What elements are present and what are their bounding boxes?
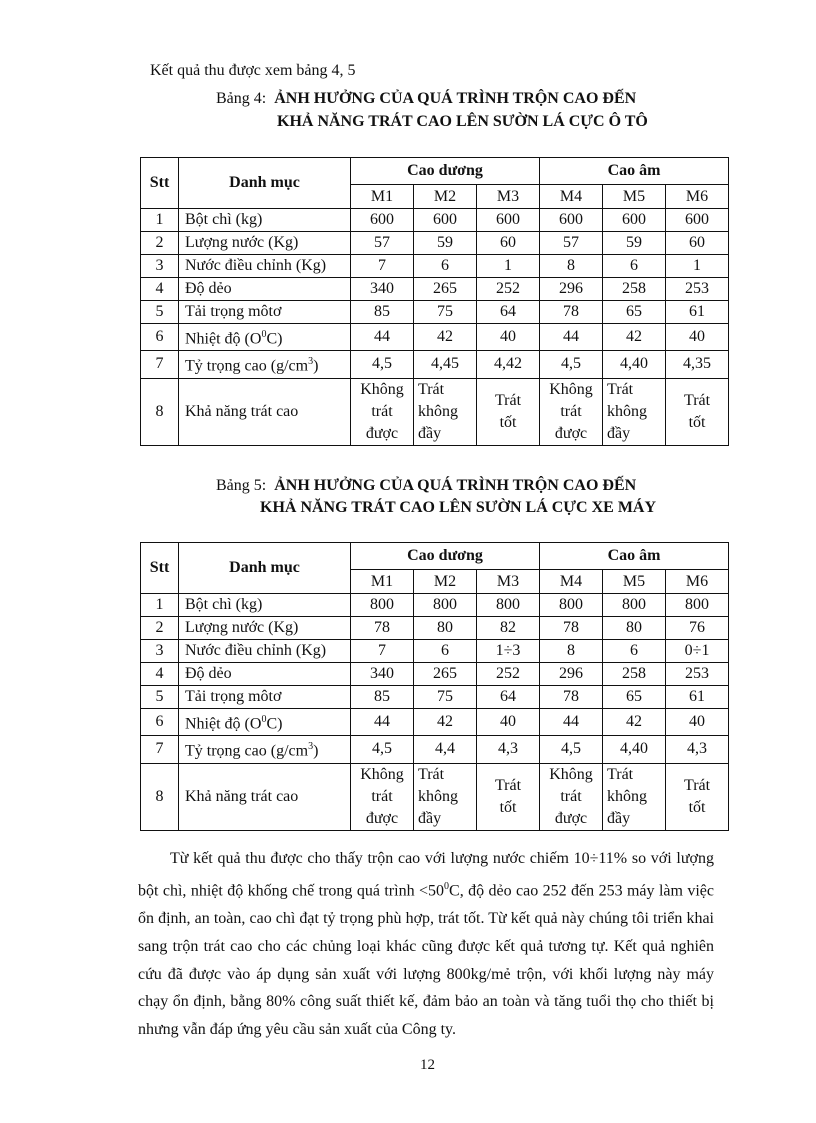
table-row bbox=[141, 378, 729, 445]
table5-body bbox=[141, 543, 729, 831]
cell-value bbox=[540, 763, 603, 830]
row-name-text: Tỷ trọng cao (g/cm bbox=[185, 357, 309, 375]
table-row bbox=[141, 232, 729, 255]
table-row bbox=[141, 763, 729, 830]
cell-value: 42 bbox=[414, 324, 477, 351]
cell-value: 60 bbox=[477, 232, 540, 255]
cell-value: 6 bbox=[414, 640, 477, 663]
row-name bbox=[179, 663, 351, 686]
header-col-m2: M2 bbox=[414, 185, 477, 209]
cell-line: được bbox=[554, 809, 588, 827]
header-col-m1: M1 bbox=[351, 185, 414, 209]
cell-line: Trát bbox=[418, 765, 445, 783]
row-name bbox=[179, 709, 351, 736]
row-stt: 4 bbox=[141, 663, 179, 686]
header-col-m6: M6 bbox=[666, 570, 729, 594]
cell-line: tốt bbox=[499, 798, 517, 816]
header-col-m3: M3 bbox=[477, 570, 540, 594]
cell-value: 0÷1 bbox=[666, 640, 729, 663]
cell-value bbox=[351, 763, 414, 830]
cell-line: tốt bbox=[688, 798, 706, 816]
header-col-m4: M4 bbox=[540, 570, 603, 594]
row-name-sup: 0 bbox=[261, 329, 267, 340]
row-name-text: Nhiệt độ (O bbox=[185, 715, 262, 733]
cell-line: Trát bbox=[607, 380, 634, 398]
cell-value: 78 bbox=[540, 686, 603, 709]
row-stt: 1 bbox=[141, 209, 179, 232]
row-name-text: Tỷ trọng cao (g/cm bbox=[185, 742, 309, 760]
row-stt: 3 bbox=[141, 255, 179, 278]
cell-value: 265 bbox=[414, 663, 477, 686]
cell-value: 59 bbox=[603, 232, 666, 255]
cell-value: 800 bbox=[477, 594, 540, 617]
cell-value: 265 bbox=[414, 278, 477, 301]
row-name-text: Khả năng trát cao bbox=[185, 787, 299, 805]
table4-caption bbox=[216, 88, 636, 110]
cell-value: 40 bbox=[477, 324, 540, 351]
cell-value: 600 bbox=[351, 209, 414, 232]
cell-value: 800 bbox=[666, 594, 729, 617]
table-row bbox=[141, 594, 729, 617]
cell-value: 4,5 bbox=[540, 736, 603, 763]
row-stt: 2 bbox=[141, 232, 179, 255]
row-name bbox=[179, 736, 351, 763]
header-col-m1: M1 bbox=[351, 570, 414, 594]
cell-value: 64 bbox=[477, 686, 540, 709]
row-name-text: Độ dẻo bbox=[185, 665, 232, 682]
cell-value: 6 bbox=[603, 255, 666, 278]
header-col-m5: M5 bbox=[603, 185, 666, 209]
table4-caption-line2: KHẢ NĂNG TRÁT CAO LÊN SƯỜN LÁ CỰC Ô TÔ bbox=[277, 113, 648, 130]
row-stt: 2 bbox=[141, 617, 179, 640]
header-group-cao-duong: Cao dương bbox=[351, 158, 540, 185]
conclusion-paragraph bbox=[138, 845, 714, 1044]
row-name bbox=[179, 301, 351, 324]
cell-line: được bbox=[365, 809, 399, 827]
row-name-text: Nhiệt độ (O bbox=[185, 330, 262, 348]
table-row bbox=[141, 640, 729, 663]
row-name-suffix: C) bbox=[266, 715, 283, 733]
cell-value bbox=[351, 378, 414, 445]
cell-line: được bbox=[365, 424, 399, 442]
cell-value: 76 bbox=[666, 617, 729, 640]
cell-value: 64 bbox=[477, 301, 540, 324]
row-name-text: Nước điều chỉnh (Kg) bbox=[185, 257, 327, 274]
header-col-m4: M4 bbox=[540, 185, 603, 209]
cell-value: 600 bbox=[414, 209, 477, 232]
table5-caption bbox=[216, 475, 636, 497]
row-name-text: Khả năng trát cao bbox=[185, 402, 299, 420]
table4-caption-prefix: Bảng 4: bbox=[216, 90, 267, 107]
row-name-text: Bột chì (kg) bbox=[185, 211, 263, 228]
cell-value bbox=[540, 378, 603, 445]
cell-value: 78 bbox=[540, 617, 603, 640]
cell-value: 600 bbox=[540, 209, 603, 232]
row-name-sup: 0 bbox=[261, 714, 267, 725]
row-name bbox=[179, 640, 351, 663]
cell-value: 42 bbox=[603, 709, 666, 736]
cell-value: 800 bbox=[414, 594, 477, 617]
row-name bbox=[179, 378, 351, 445]
cell-value: 4,45 bbox=[414, 351, 477, 378]
row-name-text: Tải trọng môtơ bbox=[185, 303, 282, 320]
cell-line: Không bbox=[360, 765, 404, 783]
header-stt: Stt bbox=[141, 158, 179, 209]
header-col-m2: M2 bbox=[414, 570, 477, 594]
cell-value bbox=[477, 378, 540, 445]
table5 bbox=[140, 542, 729, 831]
cell-line: không bbox=[418, 402, 458, 420]
table-row bbox=[141, 324, 729, 351]
row-stt: 6 bbox=[141, 324, 179, 351]
cell-value bbox=[603, 378, 666, 445]
cell-value: 7 bbox=[351, 640, 414, 663]
row-stt: 1 bbox=[141, 594, 179, 617]
row-stt: 4 bbox=[141, 278, 179, 301]
cell-line: Trát bbox=[684, 391, 711, 409]
cell-value: 42 bbox=[603, 324, 666, 351]
cell-value: 1 bbox=[477, 255, 540, 278]
cell-line: trát bbox=[371, 402, 393, 420]
cell-value: 800 bbox=[603, 594, 666, 617]
cell-value bbox=[414, 763, 477, 830]
table5-caption-line2: KHẢ NĂNG TRÁT CAO LÊN SƯỜN LÁ CỰC XE MÁY bbox=[260, 499, 657, 516]
cell-line: trát bbox=[371, 787, 393, 805]
row-name bbox=[179, 763, 351, 830]
cell-value: 296 bbox=[540, 663, 603, 686]
cell-value bbox=[603, 763, 666, 830]
table-row bbox=[141, 736, 729, 763]
cell-value: 1÷3 bbox=[477, 640, 540, 663]
row-name-text: Bột chì (kg) bbox=[185, 596, 263, 613]
header-col-m3: M3 bbox=[477, 185, 540, 209]
row-name bbox=[179, 232, 351, 255]
cell-line: đầy bbox=[607, 424, 631, 442]
cell-line: tốt bbox=[499, 413, 517, 431]
cell-line: Không bbox=[549, 380, 593, 398]
cell-line: không bbox=[418, 787, 458, 805]
cell-value: 600 bbox=[666, 209, 729, 232]
cell-value: 8 bbox=[540, 255, 603, 278]
cell-value: 65 bbox=[603, 686, 666, 709]
cell-value: 4,4 bbox=[414, 736, 477, 763]
cell-value: 4,42 bbox=[477, 351, 540, 378]
row-name-sup: 3 bbox=[308, 356, 314, 368]
cell-line: tốt bbox=[688, 413, 706, 431]
cell-value: 75 bbox=[414, 301, 477, 324]
row-name bbox=[179, 617, 351, 640]
header-group-cao-duong: Cao dương bbox=[351, 543, 540, 570]
table-row bbox=[141, 301, 729, 324]
table-row bbox=[141, 686, 729, 709]
cell-line: Trát bbox=[684, 776, 711, 794]
cell-value: 61 bbox=[666, 686, 729, 709]
cell-value: 4,40 bbox=[603, 351, 666, 378]
table5-caption-line1: ẢNH HƯỞNG CỦA QUÁ TRÌNH TRỘN CAO ĐẾN bbox=[274, 477, 637, 494]
cell-line: không bbox=[607, 402, 648, 420]
cell-value: 4,3 bbox=[477, 736, 540, 763]
row-stt: 6 bbox=[141, 709, 179, 736]
cell-value: 253 bbox=[666, 663, 729, 686]
cell-value: 252 bbox=[477, 663, 540, 686]
cell-value: 4,5 bbox=[351, 736, 414, 763]
cell-value: 85 bbox=[351, 686, 414, 709]
cell-value: 44 bbox=[351, 324, 414, 351]
cell-value: 78 bbox=[540, 301, 603, 324]
header-stt: Stt bbox=[141, 543, 179, 594]
cell-value bbox=[666, 763, 729, 830]
row-name bbox=[179, 255, 351, 278]
row-stt: 8 bbox=[141, 378, 179, 445]
row-name bbox=[179, 209, 351, 232]
row-stt: 7 bbox=[141, 351, 179, 378]
cell-line: không bbox=[607, 787, 648, 805]
cell-value: 78 bbox=[351, 617, 414, 640]
cell-value: 59 bbox=[414, 232, 477, 255]
cell-line: đầy bbox=[418, 809, 442, 827]
header-group-cao-am: Cao âm bbox=[540, 158, 729, 185]
table-row bbox=[141, 709, 729, 736]
row-name-text: Lượng nước (Kg) bbox=[185, 619, 299, 636]
cell-line: Trát bbox=[418, 380, 445, 398]
row-stt: 5 bbox=[141, 301, 179, 324]
cell-value: 258 bbox=[603, 663, 666, 686]
row-name bbox=[179, 594, 351, 617]
cell-value: 80 bbox=[414, 617, 477, 640]
row-name bbox=[179, 278, 351, 301]
intro-text: Kết quả thu được xem bảng 4, 5 bbox=[150, 62, 356, 79]
cell-value: 42 bbox=[414, 709, 477, 736]
cell-line: Trát bbox=[494, 391, 522, 409]
cell-value: 6 bbox=[603, 640, 666, 663]
row-name-text: Độ dẻo bbox=[185, 280, 232, 297]
table-row bbox=[141, 617, 729, 640]
row-name bbox=[179, 351, 351, 378]
cell-line: được bbox=[554, 424, 588, 442]
cell-value: 80 bbox=[603, 617, 666, 640]
cell-value: 40 bbox=[477, 709, 540, 736]
cell-value: 57 bbox=[540, 232, 603, 255]
cell-line: Trát bbox=[494, 776, 522, 794]
cell-value: 600 bbox=[477, 209, 540, 232]
cell-value: 44 bbox=[540, 709, 603, 736]
cell-line: đầy bbox=[607, 809, 631, 827]
row-name-text: Nước điều chỉnh (Kg) bbox=[185, 642, 327, 659]
table-row bbox=[141, 278, 729, 301]
row-name-suffix: C) bbox=[266, 330, 283, 348]
cell-value: 40 bbox=[666, 709, 729, 736]
cell-line: Trát bbox=[607, 765, 634, 783]
cell-value: 4,5 bbox=[540, 351, 603, 378]
cell-value: 340 bbox=[351, 278, 414, 301]
cell-value: 4,5 bbox=[351, 351, 414, 378]
row-name-text: Lượng nước (Kg) bbox=[185, 234, 299, 251]
cell-value: 7 bbox=[351, 255, 414, 278]
cell-value: 4,3 bbox=[666, 736, 729, 763]
row-stt: 7 bbox=[141, 736, 179, 763]
header-category: Danh mục bbox=[179, 543, 351, 594]
table4-body bbox=[141, 158, 729, 446]
paragraph-part1: Từ kết quả thu được cho thấy trộn cao với lượng nước chiếm 10÷11% so với lượng bột chì, nhiệt độ khống chế trong quá trình <50 bbox=[138, 850, 714, 900]
cell-value: 65 bbox=[603, 301, 666, 324]
cell-value: 82 bbox=[477, 617, 540, 640]
cell-value bbox=[666, 378, 729, 445]
cell-line: Không bbox=[360, 380, 404, 398]
table-row bbox=[141, 209, 729, 232]
cell-value bbox=[414, 378, 477, 445]
cell-value: 340 bbox=[351, 663, 414, 686]
header-col-m5: M5 bbox=[603, 570, 666, 594]
page-number: 12 bbox=[420, 1057, 435, 1073]
paragraph-sup: 0 bbox=[444, 880, 450, 892]
cell-value: 258 bbox=[603, 278, 666, 301]
row-stt: 5 bbox=[141, 686, 179, 709]
cell-line: trát bbox=[560, 402, 582, 420]
cell-value bbox=[477, 763, 540, 830]
cell-value: 60 bbox=[666, 232, 729, 255]
cell-line: Không bbox=[549, 765, 593, 783]
row-name-suffix: ) bbox=[313, 357, 319, 375]
header-col-m6: M6 bbox=[666, 185, 729, 209]
cell-value: 252 bbox=[477, 278, 540, 301]
row-name-text: Tải trọng môtơ bbox=[185, 688, 282, 705]
row-name-sup: 3 bbox=[308, 741, 314, 753]
paragraph-part2: C, độ dẻo cao 252 đến 253 máy làm việc ổn định, an toàn, cao chì đạt tỷ trọng phù hợp, trát tốt. Từ kết quả này chúng tôi triển khai sang trộn trát cao cho các chủng loại khác cũng được kết quả tương tự. Kết quả nghiên cứu đã được vào áp dụng sản xuất với lượng 800kg/mẻ trộn, với khối lượng này máy chạy ổn định, bằng 80% công suất thiết kế, đảm bảo an toàn và tăng tuổi thọ cho thiết bị nhưng vẫn đáp ứng yêu cầu sản xuất của Công ty. bbox=[138, 882, 714, 1039]
cell-value: 296 bbox=[540, 278, 603, 301]
row-name bbox=[179, 686, 351, 709]
table4 bbox=[140, 157, 729, 446]
cell-value: 800 bbox=[351, 594, 414, 617]
cell-value: 44 bbox=[351, 709, 414, 736]
cell-value: 85 bbox=[351, 301, 414, 324]
header-category: Danh mục bbox=[179, 158, 351, 209]
header-group-cao-am: Cao âm bbox=[540, 543, 729, 570]
cell-value: 44 bbox=[540, 324, 603, 351]
cell-value: 40 bbox=[666, 324, 729, 351]
cell-value: 4,35 bbox=[666, 351, 729, 378]
cell-value: 75 bbox=[414, 686, 477, 709]
cell-line: trát bbox=[560, 787, 582, 805]
cell-line: đầy bbox=[418, 424, 442, 442]
cell-value: 8 bbox=[540, 640, 603, 663]
cell-value: 4,40 bbox=[603, 736, 666, 763]
row-name bbox=[179, 324, 351, 351]
table-row bbox=[141, 351, 729, 378]
row-name-suffix: ) bbox=[313, 742, 319, 760]
cell-value: 6 bbox=[414, 255, 477, 278]
row-stt: 8 bbox=[141, 763, 179, 830]
cell-value: 253 bbox=[666, 278, 729, 301]
table4-caption-line1: ẢNH HƯỞNG CỦA QUÁ TRÌNH TRỘN CAO ĐẾN bbox=[274, 90, 637, 107]
table5-caption-prefix: Bảng 5: bbox=[216, 477, 267, 494]
cell-value: 800 bbox=[540, 594, 603, 617]
table-row bbox=[141, 255, 729, 278]
row-stt: 3 bbox=[141, 640, 179, 663]
cell-value: 57 bbox=[351, 232, 414, 255]
cell-value: 1 bbox=[666, 255, 729, 278]
cell-value: 61 bbox=[666, 301, 729, 324]
table-row bbox=[141, 663, 729, 686]
cell-value: 600 bbox=[603, 209, 666, 232]
